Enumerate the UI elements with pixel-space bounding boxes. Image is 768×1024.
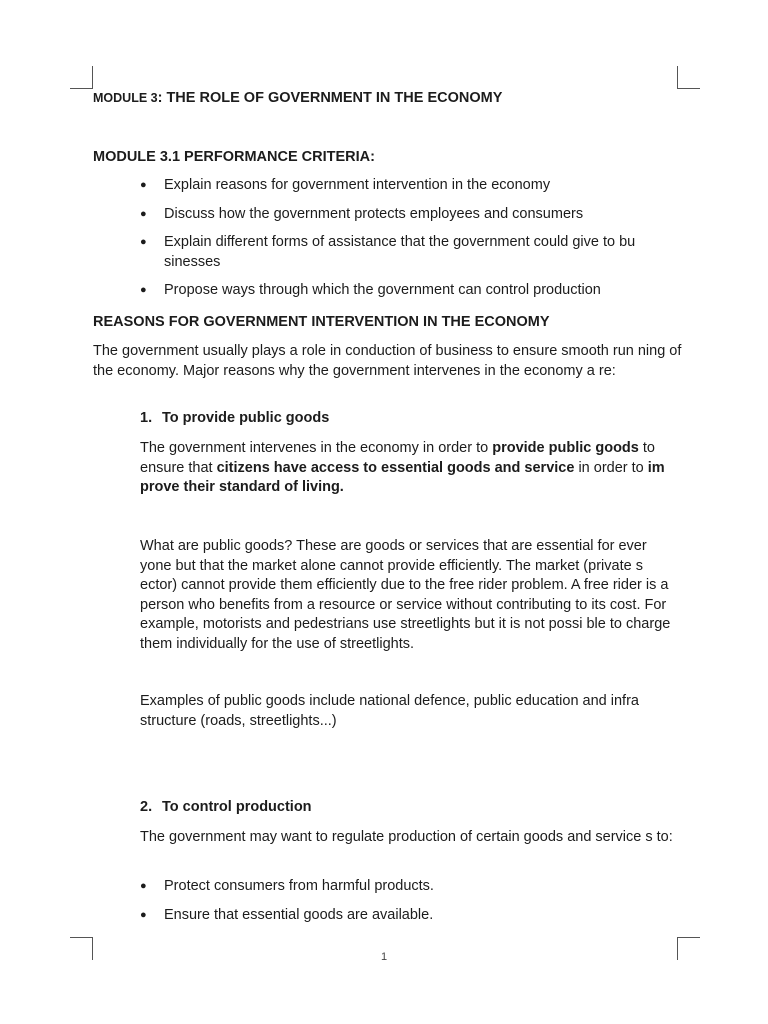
section-number: 1. <box>140 410 153 426</box>
list-item: ● Protect consumers from harmful products. <box>140 877 680 897</box>
crop-mark-top-left <box>70 66 93 89</box>
list-item: ● Ensure that essential goods are available. <box>140 906 680 926</box>
list-item: ● Discuss how the government protects employees and consumers <box>140 205 680 225</box>
bold-run: im prove their standard of living. <box>140 459 665 495</box>
section-2-list <box>140 877 680 925</box>
section-1-heading <box>140 410 329 426</box>
section-2-heading <box>140 799 312 815</box>
bold-run: provide public goods <box>492 440 639 456</box>
list-item: ● Propose ways through which the government can control production <box>140 281 680 301</box>
bold-run: citizens have access to essential goods and service <box>216 459 575 476</box>
document-title <box>93 89 502 109</box>
title-prefix: MODULE 3 <box>93 91 158 105</box>
section-title: To provide public goods <box>162 410 330 426</box>
reasons-intro: The government usually plays a role in conduction of business to ensure smooth run ning of the economy. Major reasons why the government intervenes in the economy a re: <box>93 343 682 379</box>
section-1-paragraph-3: Examples of public goods include national defence, public education and infra structure (roads, streetlights...) <box>140 693 639 729</box>
section-title: To control production <box>162 799 312 815</box>
list-item: ● Explain different forms of assistance that the government could give to bu sinesses <box>140 233 680 272</box>
crop-mark-top-right <box>677 66 700 89</box>
text-run: in order to <box>574 459 648 476</box>
criteria-heading: MODULE 3.1 PERFORMANCE CRITERIA: <box>93 149 375 165</box>
text-run: The government intervenes in the economy in order to <box>140 440 493 456</box>
section-1-paragraph-2: What are public goods? These are goods or services that are essential for ever yone but that the market alone cannot provide efficiently. The market (private s ector) cannot provide them efficiently due to the free rider problem. A free rider is a person who benefits from a resource or service without contributing to its cost. For example, motorists and pedestrians use streetlights but it is not possi ble to charge them individually for the use of streetlights. <box>140 538 671 652</box>
text-run: to ensure that <box>140 440 655 476</box>
section-number: 2. <box>140 799 153 815</box>
reasons-heading: REASONS FOR GOVERNMENT INTERVENTION IN THE ECONOMY <box>93 314 550 330</box>
list-item: ● Explain reasons for government intervention in the economy <box>140 176 680 196</box>
section-2-paragraph-1: The government may want to regulate production of certain goods and service s to: <box>140 829 673 845</box>
section-1-paragraph-1 <box>140 439 680 498</box>
page-number: 1 <box>380 951 388 963</box>
title-text: : THE ROLE OF GOVERNMENT IN THE ECONOMY <box>157 90 503 106</box>
criteria-list <box>140 176 680 301</box>
